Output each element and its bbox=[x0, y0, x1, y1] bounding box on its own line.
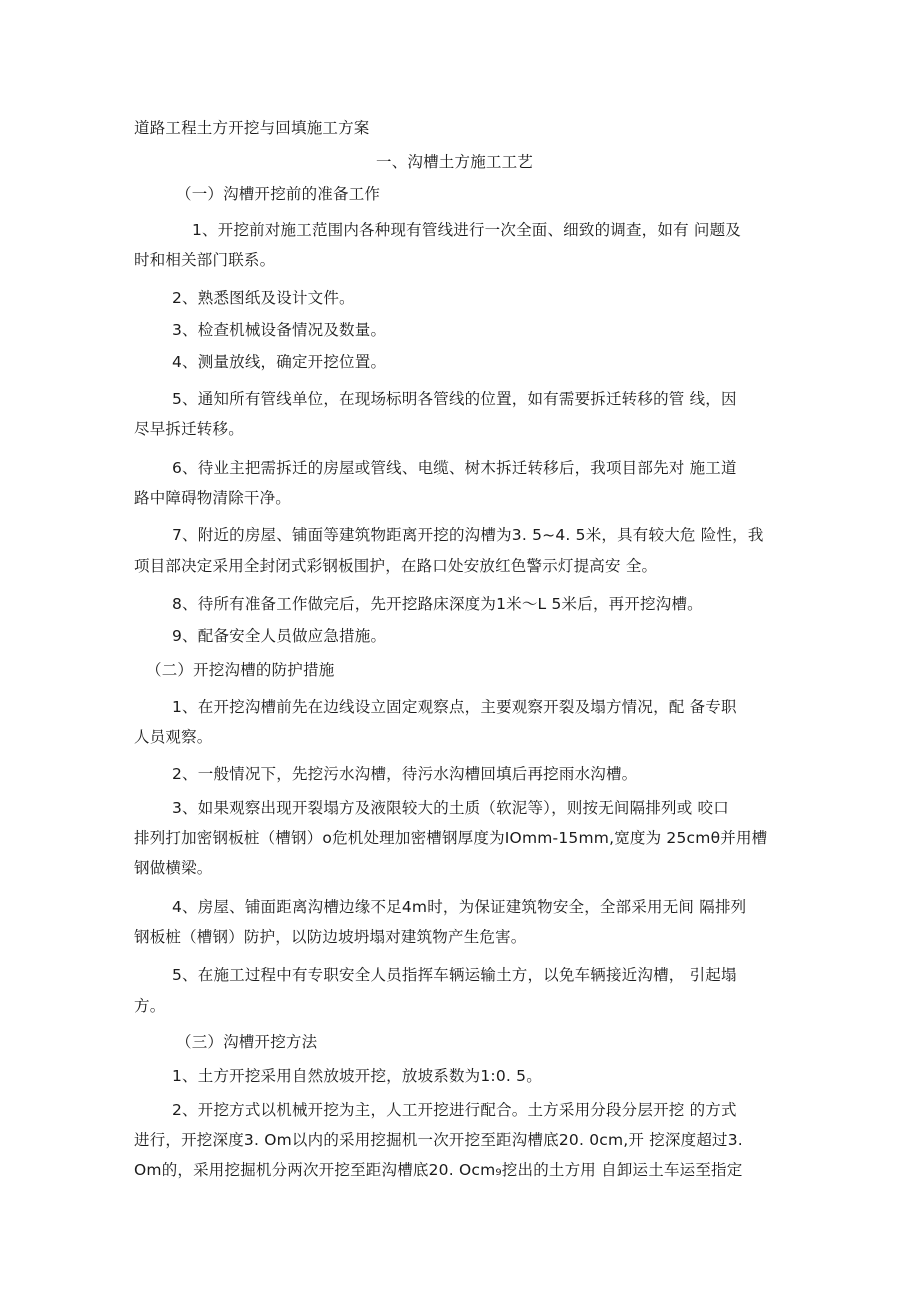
paragraph-line: 进行，开挖深度3. Om以内的采用挖掘机一次开挖至距沟槽底20. 0cm,开 挖深度超过3. bbox=[134, 1131, 743, 1149]
paragraph-line: Om的，采用挖掘机分两次开挖至距沟槽底20. Ocm₉挖出的土方用 自卸运土车运至指定 bbox=[134, 1161, 743, 1179]
paragraph-line: 路中障碍物清除干净。 bbox=[134, 489, 292, 507]
subsection-heading: （三）沟槽开挖方法 bbox=[176, 1033, 318, 1051]
paragraph-line: 排列打加密钢板桩（槽钢）o危机处理加密槽钢厚度为IOmm-15mm,宽度为 25cmθ并用槽 bbox=[134, 829, 768, 847]
paragraph-line: 2、一般情况下，先挖污水沟槽，待污水沟槽回填后再挖雨水沟槽。 bbox=[172, 765, 638, 783]
paragraph-line: 5、在施工过程中有专职安全人员指挥车辆运输土方，以免车辆接近沟槽， 引起塌 bbox=[172, 966, 737, 984]
subsection-heading: （二）开挖沟槽的防护措施 bbox=[146, 661, 335, 679]
paragraph-line: 1、开挖前对施工范围内各种现有管线进行一次全面、细致的调查，如有 问题及 bbox=[192, 221, 741, 239]
paragraph-line: 9、配备安全人员做应急措施。 bbox=[172, 627, 387, 645]
section-heading: 一、沟槽土方施工工艺 bbox=[376, 153, 534, 171]
paragraph-line: 钢板桩（槽钢）防护，以防边坡坍塌对建筑物产生危害。 bbox=[134, 928, 527, 946]
paragraph-line: 项目部决定采用全封闭式彩钢板围护，在路口处安放红色警示灯提高安 全。 bbox=[134, 557, 658, 575]
paragraph-line: 人员观察。 bbox=[134, 728, 213, 746]
paragraph-line: 3、检查机械设备情况及数量。 bbox=[172, 321, 387, 339]
paragraph-line: 2、开挖方式以机械开挖为主，人工开挖进行配合。土方采用分段分层开挖 的方式 bbox=[172, 1101, 737, 1119]
paragraph-line: 1、在开挖沟槽前先在边线设立固定观察点，主要观察开裂及塌方情况，配 备专职 bbox=[172, 698, 737, 716]
subsection-heading: （一）沟槽开挖前的准备工作 bbox=[176, 185, 381, 203]
paragraph-line: 4、测量放线，确定开挖位置。 bbox=[172, 353, 387, 371]
document-title: 道路工程土方开挖与回填施工方案 bbox=[134, 119, 370, 137]
paragraph-line: 尽早拆迁转移。 bbox=[134, 420, 244, 438]
paragraph-line: 4、房屋、铺面距离沟槽边缘不足4m时，为保证建筑物安全，全部采用无间 隔排列 bbox=[172, 898, 747, 916]
paragraph-line: 钢做横梁。 bbox=[134, 859, 213, 877]
paragraph-line: 5、通知所有管线单位，在现场标明各管线的位置，如有需要拆迁转移的管 线，因 bbox=[172, 390, 737, 408]
paragraph-line: 方。 bbox=[134, 997, 166, 1015]
paragraph-line: 2、熟悉图纸及设计文件。 bbox=[172, 289, 355, 307]
paragraph-line: 8、待所有准备工作做完后，先开挖路床深度为1米〜L 5米后，再开挖沟槽。 bbox=[172, 595, 703, 613]
paragraph-line: 3、如果观察出现开裂塌方及液限较大的土质（软泥等），则按无间隔排列或 咬口 bbox=[172, 799, 729, 817]
paragraph-line: 1、土方开挖采用自然放坡开挖，放坡系数为1:0. 5。 bbox=[172, 1067, 542, 1085]
paragraph-line: 时和相关部门联系。 bbox=[134, 251, 276, 269]
paragraph-line: 7、附近的房屋、铺面等建筑物距离开挖的沟槽为3. 5~4. 5米，具有较大危 险性，我 bbox=[172, 526, 764, 544]
paragraph-line: 6、待业主把需拆迁的房屋或管线、电缆、树木拆迁转移后，我项目部先对 施工道 bbox=[172, 459, 737, 477]
